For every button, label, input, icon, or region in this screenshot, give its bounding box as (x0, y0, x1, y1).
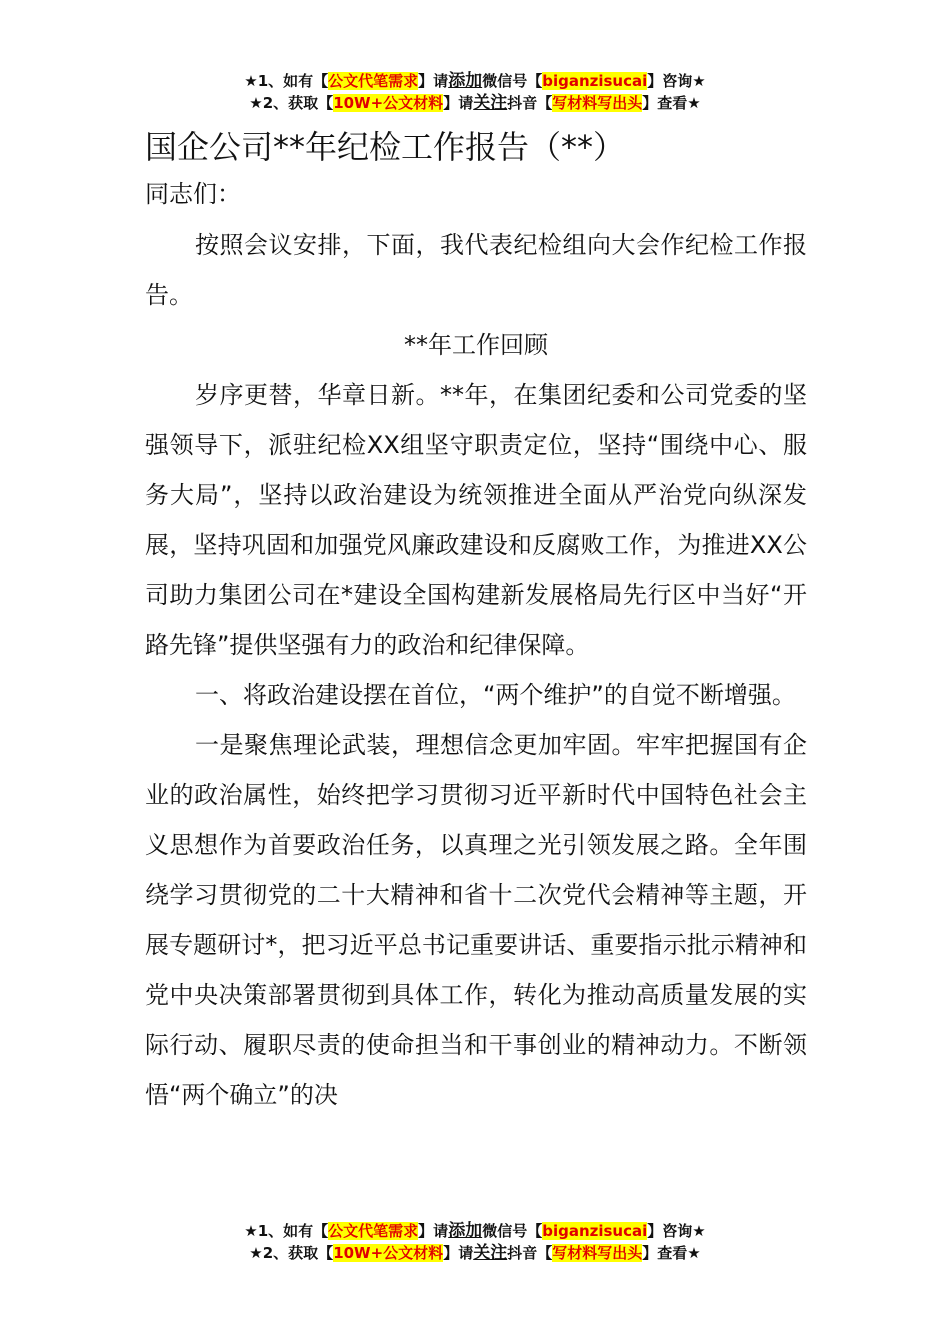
highlight-text: 写材料写出头 (552, 1244, 643, 1262)
promo-line-1: ★1、如有【公文代笔需求】请添加微信号【biganzisucai】咨询★ (244, 1221, 706, 1241)
promo-line-2: ★2、获取【10W+公文材料】请关注抖音【写材料写出头】查看★ (249, 93, 701, 113)
underlined-text: 关注 (473, 1243, 508, 1263)
promo-banner-bottom (0, 1220, 950, 1264)
underlined-text: 关注 (473, 93, 508, 113)
greeting: 同志们： (145, 180, 241, 208)
review-paragraph: 岁序更替，华章日新。**年，在集团纪委和公司党委的坚强领导下，派驻纪检XX组坚守职责定位，坚持“围绕中心、服务大局”，坚持以政治建设为统领推进全面从严治党向纵深发展，坚持巩固和加强党风廉政建设和反腐败工作，为推进XX公司助力集团公司在*建设全国构建新发展格局先行区中当好“开路先锋”提供坚强有力的政治和纪律保障。 (145, 381, 807, 659)
highlight-text: 公文代笔需求 (328, 1222, 419, 1240)
point-one-heading: 一、将政治建设摆在首位，“两个维护”的自觉不断增强。 (195, 681, 796, 709)
highlight-text: biganzisucai (542, 72, 648, 90)
highlight-text: 10W+公文材料 (333, 1244, 444, 1262)
section-heading: **年工作回顾 (404, 331, 548, 359)
highlight-text: biganzisucai (542, 1222, 648, 1240)
promo-line-2: ★2、获取【10W+公文材料】请关注抖音【写材料写出头】查看★ (249, 1243, 701, 1263)
highlight-text: 写材料写出头 (552, 94, 643, 112)
promo-banner-top (0, 70, 950, 114)
highlight-text: 公文代笔需求 (328, 72, 419, 90)
underlined-text: 添加 (448, 71, 483, 91)
promo-line-1: ★1、如有【公文代笔需求】请添加微信号【biganzisucai】咨询★ (244, 71, 706, 91)
highlight-text: 10W+公文材料 (333, 94, 444, 112)
underlined-text: 添加 (448, 1221, 483, 1241)
document-title: 国企公司**年纪检工作报告（**） (145, 128, 626, 166)
document-body (145, 124, 807, 1120)
intro-paragraph: 按照会议安排，下面，我代表纪检组向大会作纪检工作报告。 (145, 231, 807, 309)
point-one-paragraph: 一是聚焦理论武装，理想信念更加牢固。牢牢把握国有企业的政治属性，始终把学习贯彻习近平新时代中国特色社会主义思想作为首要政治任务，以真理之光引领发展之路。全年围绕学习贯彻党的二十大精神和省十二次党代会精神等主题，开展专题研讨*，把习近平总书记重要讲话、重要指示批示精神和党中央决策部署贯彻到具体工作，转化为推动高质量发展的实际行动、履职尽责的使命担当和干事创业的精神动力。不断领悟“两个确立”的决 (145, 731, 807, 1109)
